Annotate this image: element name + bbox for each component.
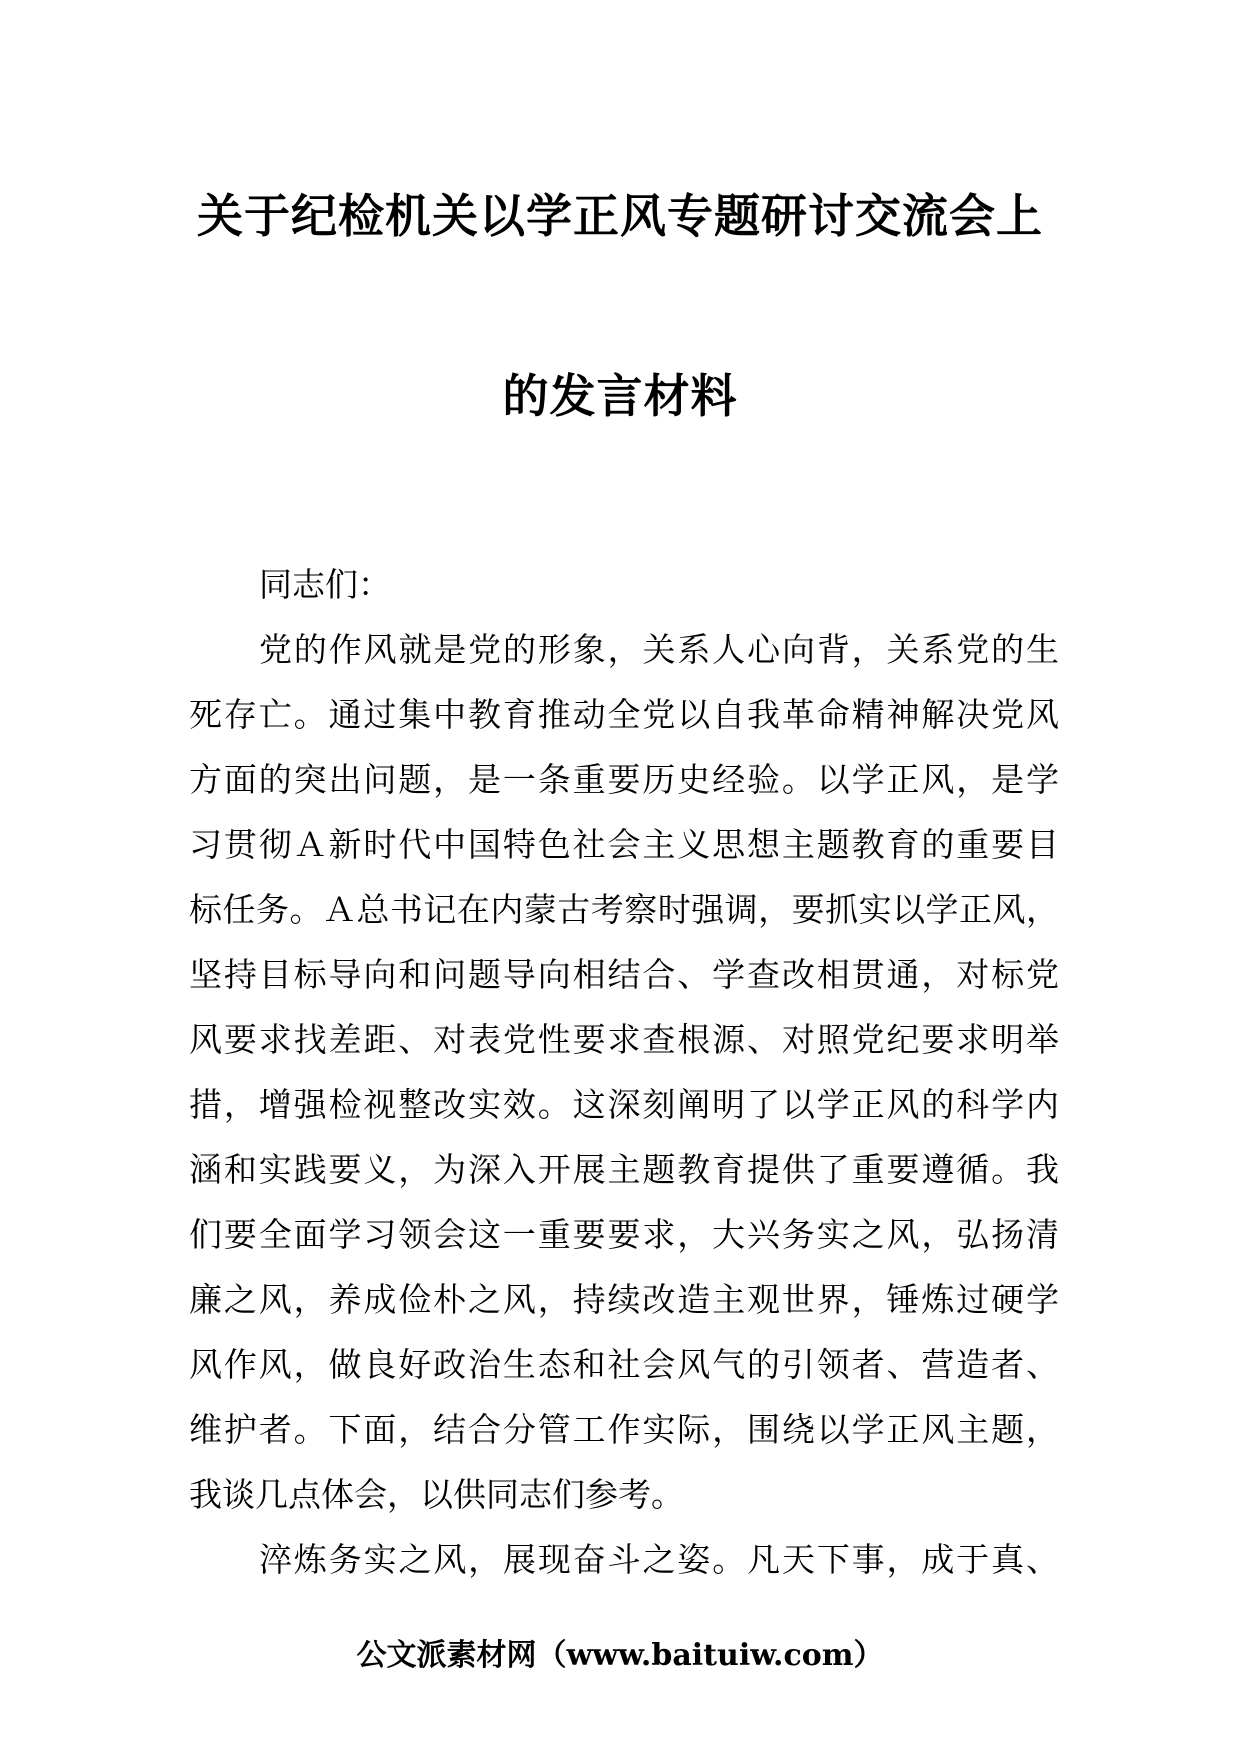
paragraph-line: 们要全面学习领会这一重要要求，大兴务实之风，弘扬清 [189, 1215, 1059, 1254]
paragraph-line: 风作风，做良好政治生态和社会风气的引领者、营造者、 [189, 1345, 1059, 1384]
paragraph-line: 维护者。下面，结合分管工作实际，围绕以学正风主题， [189, 1410, 1059, 1449]
paragraph-line: 习贯彻Ａ新时代中国特色社会主义思想主题教育的重要目 [189, 825, 1059, 864]
document-title-line-2: 的发言材料 [502, 369, 738, 423]
paragraph-line: 淬炼务实之风，展现奋斗之姿。凡天下事，成于真、 [259, 1540, 1059, 1579]
paragraph-line: 方面的突出问题，是一条重要历史经验。以学正风，是学 [189, 760, 1059, 799]
paragraph-line: 标任务。Ａ总书记在内蒙古考察时强调，要抓实以学正风， [189, 890, 1059, 929]
paragraph-2 [189, 1527, 1059, 1592]
footer-watermark: 公文派素材网（www.baituiw.com） [356, 1638, 884, 1673]
paragraph-1 [189, 617, 1059, 1527]
document-body [189, 552, 1059, 1592]
paragraph-line: 党的作风就是党的形象，关系人心向背，关系党的生 [259, 630, 1059, 669]
paragraph-line: 坚持目标导向和问题导向相结合、学查改相贯通，对标党 [189, 955, 1059, 994]
document-title-line-1: 关于纪检机关以学正风专题研讨交流会上 [197, 189, 1043, 243]
paragraph-line: 涵和实践要义，为深入开展主题教育提供了重要遵循。我 [189, 1150, 1059, 1189]
paragraph-line: 死存亡。通过集中教育推动全党以自我革命精神解决党风 [189, 695, 1059, 734]
greeting: 同志们： [259, 565, 391, 604]
paragraph-line: 我谈几点体会，以供同志们参考。 [189, 1475, 684, 1514]
paragraph-line: 风要求找差距、对表党性要求查根源、对照党纪要求明举 [189, 1020, 1059, 1059]
paragraph-line: 措，增强检视整改实效。这深刻阐明了以学正风的科学内 [189, 1085, 1059, 1124]
paragraph-line: 廉之风，养成俭朴之风，持续改造主观世界，锤炼过硬学 [189, 1280, 1059, 1319]
